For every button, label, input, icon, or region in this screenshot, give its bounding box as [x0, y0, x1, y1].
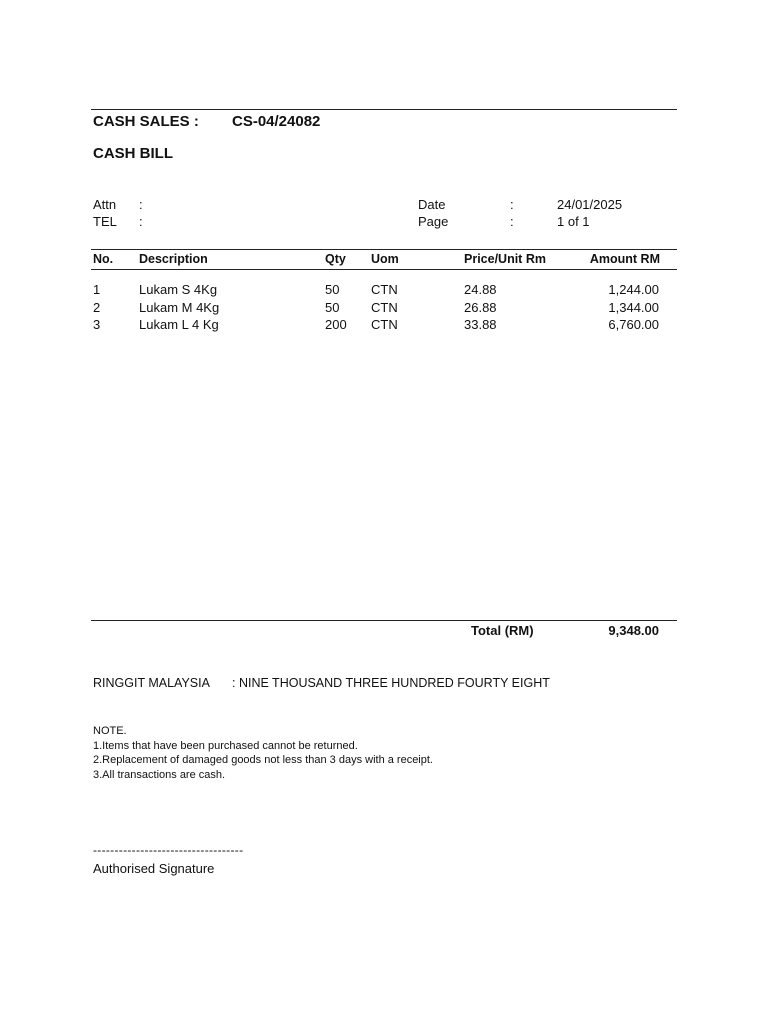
row-description: Lukam S 4Kg — [139, 282, 218, 297]
row-amount: 1,244.00 — [608, 282, 659, 297]
column-header-description: Description — [139, 252, 208, 266]
column-header-amount: Amount RM — [589, 252, 660, 266]
signature-label: Authorised Signature — [93, 861, 215, 876]
note-item: 2.Replacement of damaged goods not less than 3 days with a receipt. — [93, 754, 433, 766]
column-header-price: Price/Unit Rm — [464, 252, 546, 266]
column-header-uom: Uom — [371, 252, 399, 266]
total-label: Total (RM) — [471, 623, 534, 638]
row-no: 3 — [93, 317, 101, 332]
signature-line: ----------------------------------- — [93, 843, 244, 857]
date-value: 24/01/2025 — [557, 197, 623, 212]
row-description: Lukam L 4 Kg — [139, 317, 219, 332]
note-item: 1.Items that have been purchased cannot be returned. — [93, 740, 358, 752]
row-uom: CTN — [371, 282, 398, 297]
attn-label: Attn — [93, 197, 117, 212]
bill-type-title: CASH BILL — [93, 145, 173, 162]
row-no: 1 — [93, 282, 101, 297]
table-header-top-rule — [91, 249, 677, 250]
row-amount: 6,760.00 — [608, 317, 659, 332]
attn-colon: : — [139, 197, 143, 212]
note-item: 3.All transactions are cash. — [93, 769, 226, 781]
row-amount: 1,344.00 — [608, 300, 659, 315]
page-value: 1 of 1 — [557, 214, 590, 229]
date-label: Date — [418, 197, 446, 212]
row-price: 26.88 — [464, 300, 497, 315]
cash-sales-number: CS-04/24082 — [232, 113, 321, 130]
tel-colon: : — [139, 214, 143, 229]
total-rule — [91, 620, 677, 621]
row-qty: 200 — [325, 317, 347, 332]
column-header-qty: Qty — [325, 252, 346, 266]
row-description: Lukam M 4Kg — [139, 300, 220, 315]
table-header-bottom-rule — [91, 269, 677, 270]
currency-label: RINGGIT MALAYSIA — [93, 676, 210, 690]
row-price: 33.88 — [464, 317, 497, 332]
row-uom: CTN — [371, 300, 398, 315]
tel-label: TEL — [93, 214, 117, 229]
top-rule — [91, 109, 677, 110]
row-qty: 50 — [325, 300, 340, 315]
cash-sales-label: CASH SALES : — [93, 113, 199, 130]
page-colon: : — [510, 214, 514, 229]
page-label: Page — [418, 214, 449, 229]
date-colon: : — [510, 197, 514, 212]
total-value: 9,348.00 — [608, 623, 659, 638]
row-uom: CTN — [371, 317, 398, 332]
row-no: 2 — [93, 300, 101, 315]
column-header-no: No. — [93, 252, 114, 266]
row-qty: 50 — [325, 282, 340, 297]
note-title: NOTE. — [93, 725, 127, 737]
row-price: 24.88 — [464, 282, 497, 297]
amount-in-words: : NINE THOUSAND THREE HUNDRED FOURTY EIGHT — [232, 676, 550, 690]
